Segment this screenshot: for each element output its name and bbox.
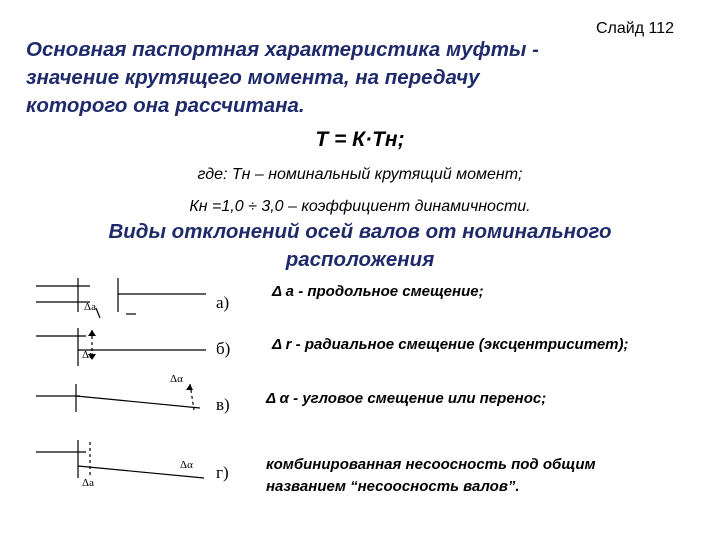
subtitle-line-1: Виды отклонений осей валов от номинального	[108, 220, 612, 243]
combined-description-line-2: названием “несоосность валов”.	[266, 478, 520, 495]
diagram-d-delta-a-label: Δa	[82, 477, 94, 489]
diagram-combined-offset	[36, 440, 204, 478]
misalignment-types-heading	[0, 218, 720, 274]
diagram-label-b: б)	[216, 339, 231, 358]
diagram-label-a: а)	[216, 293, 230, 312]
diagram-label-c: в)	[216, 395, 230, 414]
radial-offset-description: Δ r - радиальное смещение (эксцентриситет);	[272, 336, 629, 353]
dynamic-coefficient-definition: Кн =1,0 ÷ 3,0 – коэффициент динамичности.	[189, 198, 531, 215]
diagram-c-arrow	[186, 384, 193, 390]
diagram-c-shaft-tilted	[76, 396, 200, 408]
diagram-b-arrow-up	[88, 330, 96, 336]
diagram-c-delta-label: Δα	[170, 373, 183, 385]
diagram-axial-offset	[36, 278, 206, 318]
main-title-line-1: Основная паспортная характеристика муфты -	[26, 38, 539, 61]
torque-formula: Т = К·Тн;	[315, 128, 405, 151]
diagram-radial-offset	[36, 328, 206, 366]
main-title-line-3: которого она рассчитана.	[26, 94, 305, 117]
diagram-a-delta-label: Δa	[84, 301, 96, 313]
shaft-misalignment-diagram	[30, 272, 260, 512]
combined-misalignment-description	[266, 454, 596, 498]
main-title	[26, 36, 706, 120]
subtitle-line-2: расположения	[285, 248, 435, 271]
diagram-angular-offset	[36, 384, 200, 412]
diagram-b-delta-label: Δr	[82, 349, 93, 361]
axial-offset-description: Δ a - продольное смещение;	[272, 283, 484, 300]
nominal-torque-definition: где: Тн – номинальный крутящий момент;	[197, 166, 523, 183]
diagram-a-tick	[96, 308, 100, 318]
diagram-label-d: г)	[216, 463, 229, 482]
combined-description-line-1: комбинированная несоосность под общим	[266, 456, 596, 473]
slide-number: Слайд 112	[596, 20, 675, 37]
diagram-d-delta-alpha-label: Δα	[180, 459, 193, 471]
main-title-line-2: значение крутящего момента, на передачу	[26, 66, 480, 89]
angular-offset-description: Δ α - угловое смещение или перенос;	[266, 390, 547, 407]
